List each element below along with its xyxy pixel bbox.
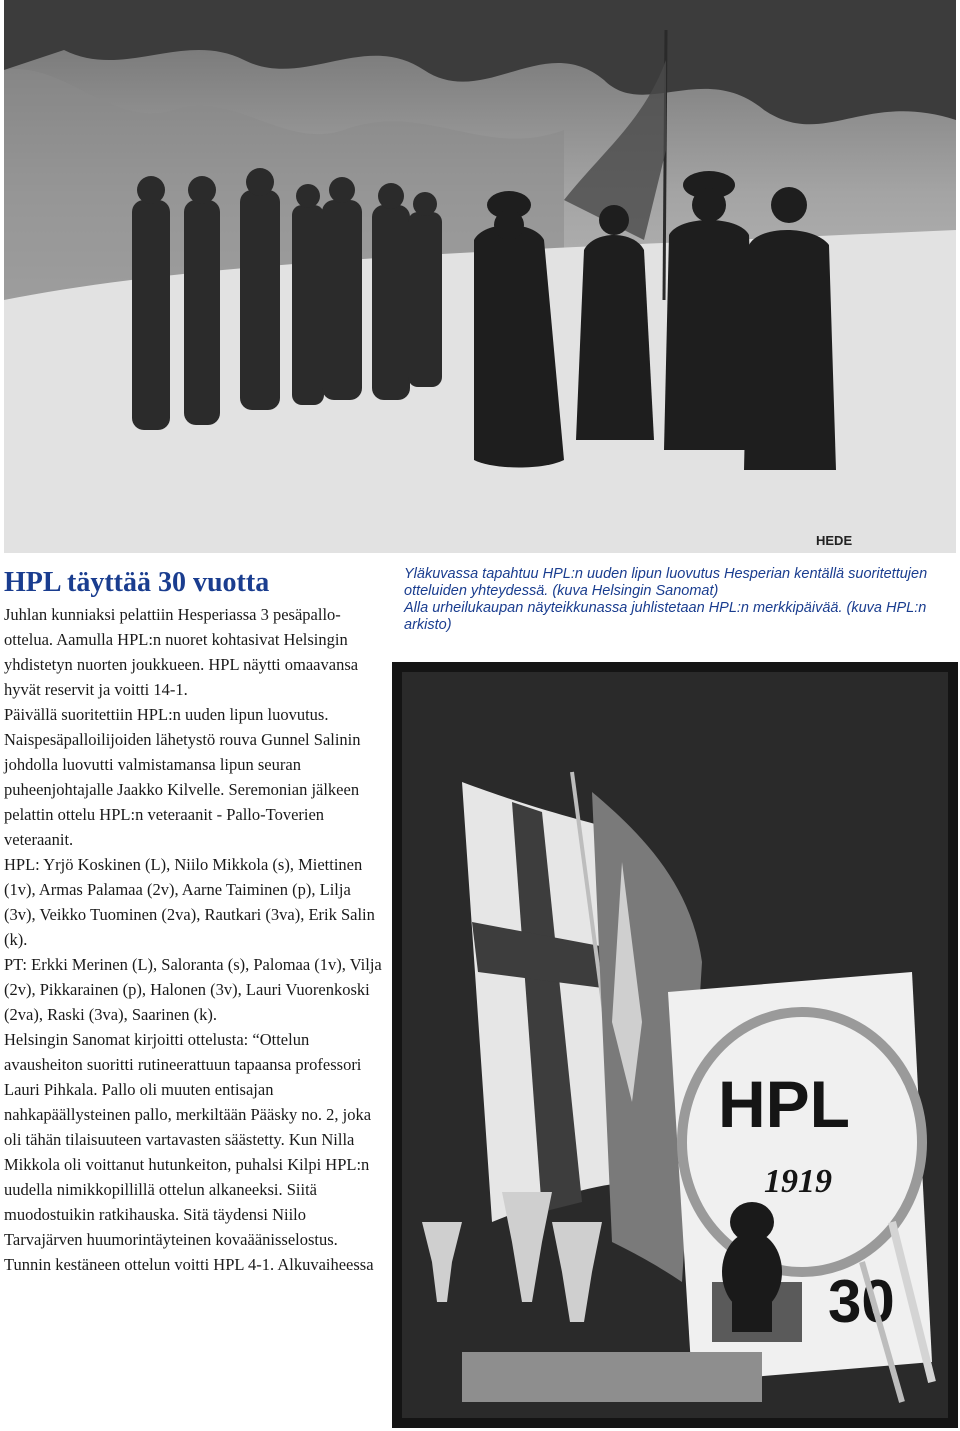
sign-year-text: 1919 — [764, 1163, 832, 1200]
headline: HPL täyttää 30 vuotta — [4, 567, 270, 598]
photo-caption — [404, 566, 952, 634]
paragraph-newspaper-quote: Helsingin Sanomat kirjoitti ottelusta: “Ottelun avausheiton suoritti rutineerattuun tapaansa professori Lauri Pihkala. Pallo oli muuten entisajan nahkapäällysteinen pallo, merkiltään Pääsky no. 2, joka oli tähän tilaisuuteen vartavasten säästetty. Kun Nilla Mikkola oli voittanut hutunkeiton, puhalsi Kilpi HPL:n uudella nimikkopillillä ottelun alkaneeksi. Siitä muodostuikin ratkihauska. Sitä täydensi Niilo Tarvajärven huumorintäyteinen kovaäänisselostus. Tunnin kestäneen ottelun voitti HPL 4-1. Alkuvaiheessa — [4, 1030, 374, 1274]
caption-top-photo: Yläkuvassa tapahtuu HPL:n uuden lipun luovutus Hesperian kentällä suoritettujen otteluiden yhteydessä. (kuva Helsingin Sanomat) — [404, 566, 928, 599]
photo-shop-window — [392, 662, 958, 1428]
sign-anniversary-text: 30 — [828, 1268, 895, 1335]
paragraph-pt-lineup: PT: Erkki Merinen (L), Saloranta (s), Palomaa (1v), Vilja (2v), Pikkarainen (p), Halonen (3v), Lauri Vuorenkoski (2va), Raski (3va), Saarinen (k). — [4, 955, 382, 1024]
paragraph-flag-handover: Päivällä suoritettiin HPL:n uuden lipun luovutus. Naispesäpalloilijoiden lähetystö rouva Gunnel Salinin johdolla luovutti valmistamansa lipun seuran puheenjohtajalle Jaakko Kilvelle. Seremonian jälkeen pelattin ottelu HPL:n veteraanit - Pallo-Toverien veteraanit. — [4, 705, 361, 849]
article — [4, 568, 384, 1277]
photo-flag-ceremony — [4, 0, 956, 553]
paragraph-hpl-lineup: HPL: Yrjö Koskinen (L), Niilo Mikkola (s), Miettinen (1v), Armas Palamaa (2v), Aarne Taiminen (p), Lilja (3v), Veikko Tuominen (2va), Rautkari (3va), Erik Salin (k). — [4, 855, 375, 949]
caption-bottom-photo: Alla urheilukaupan näyteikkunassa juhlistetaan HPL:n merkkipäivää. (kuva HPL:n arkisto) — [404, 600, 927, 633]
shop-window-illustration — [392, 662, 958, 1428]
sign-hpl-text: HPL — [718, 1067, 850, 1141]
photo-stamp: HEDE — [816, 533, 853, 548]
ceremony-illustration — [4, 0, 956, 553]
paragraph-intro: Juhlan kunniaksi pelattiin Hesperiassa 3 pesäpallo-ottelua. Aamulla HPL:n nuoret kohtasivat Helsingin yhdistetyn nuorten joukkueen. HPL näytti omaavansa hyvät reservit ja voitti 14-1. — [4, 605, 359, 699]
